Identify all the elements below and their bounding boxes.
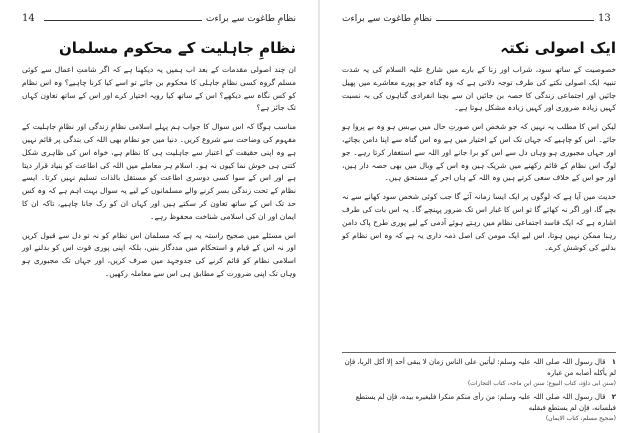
page-header xyxy=(342,10,616,24)
paragraph: لیکن اس کا مطلب یہ نہیں کہ جو شخص اس صورتِ حال میں بےبس ہو وہ بے پروا ہو جائے۔ اس کو چاہیے کہ جہاں تک اس کے اختیار میں ہے وہ اس گناہ سے اپنا دامن بچائے، اور جہاں مجبوری ہو وہاں دل سے اس کو برا جانے اور اللہ سے استغفار کرتا رہے۔ جو لوگ اس نظام کے قائم رکھنے میں شریک ہیں وہ اس کے وبال میں بھی حصہ دار ہیں، اور جو اس کے خلاف سعی کرتے ہیں وہ اللہ کے ہاں اجر کے مستحق ہیں۔ xyxy=(342,122,616,183)
page-14 xyxy=(0,0,318,433)
paragraph: اس مسئلے میں صحیح راستہ یہ ہے کہ مسلمان اس نظام کو نہ تو دل سے قبول کریں اور نہ اس کے قیام و استحکام میں مددگار بنیں، بلکہ اپنی پوری قوت اس کو بدلنے اور اسلامی نظام کو قائم کرنے کی جدوجہد میں صرف کریں، اور جہاں تک مجبوری ہو وہاں تک اپنی ضرورت کے مطابق ہی اس سے معاملہ رکھیں۔ xyxy=(22,230,296,278)
running-header: نظامِ طاغوت سے براءت xyxy=(342,14,433,24)
page-header xyxy=(22,10,296,24)
paragraph: ان چند اصولی مقدمات کے بعد اب ہمیں یہ دیکھنا ہے کہ اگر شامتِ اعمال سے کوئی مسلم گروہ کسی نظامِ جاہلی کا محکوم بن جائے تو اسے کیا کرنا چاہیے؟ وہ اس نظام کو کس نگاہ سے دیکھے؟ اس کے ساتھ کیا رویہ اختیار کرے اور اس کے ساتھ تعاون کہاں تک جائز ہے؟ xyxy=(22,65,296,113)
section-heading: نظامِ جاہلیت کے محکوم مسلمان xyxy=(58,39,296,57)
footnote xyxy=(342,392,616,414)
footnote-mark: ۲ xyxy=(611,393,616,401)
paragraph: مناسب ہوگا کہ اس سوال کا جواب ہم پہلے اسلامی نظامِ زندگی اور نظامِ جاہلیت کے مفہوم کی وضاحت سے شروع کریں۔ دنیا میں جو نظام بھی اللہ کی بندگی پر قائم نہیں ہے وہ اپنی حقیقت کے اعتبار سے جاہلیت ہی کا نظام ہے، خواہ اس کی ظاہری شکل کتنی ہی خوش نما کیوں نہ ہو۔ اسلام ہر معاملے میں اللہ کی اطاعت کو بنیاد قرار دیتا ہے اور اس کے سوا کسی دوسری اطاعت کو مستقل بالذات تسلیم نہیں کرتا۔ ایسے نظام کے تحت زندگی بسر کرنے والے مسلمانوں کے لیے یہ سوال بہت اہم ہے کہ وہ کس حد تک اس کے ساتھ تعاون کر سکتے ہیں اور کہاں ان کو رک جانا چاہیے، تاکہ ان کا ایمان اور ان کی اسلامی شناخت محفوظ رہے۔ xyxy=(22,122,296,221)
page-number: 13 xyxy=(598,13,611,24)
footnote-source: (صحیح مسلم، کتاب الایمان) xyxy=(545,415,616,422)
footnote-source: (سنن ابی داؤد، کتاب البیوع؛ سنن ابن ماجہ، کتاب التجارات) xyxy=(467,380,616,387)
header-rule xyxy=(436,20,594,21)
footnote-mark: ۱ xyxy=(611,358,616,366)
footnotes xyxy=(342,352,616,427)
header-rule xyxy=(44,20,202,21)
page-body xyxy=(22,38,296,287)
paragraph: حدیث میں آیا ہے کہ لوگوں پر ایک ایسا زمانہ آئے گا جب کوئی شخص سود کھانے سے نہ بچے گا، اور اگر نہ کھائے گا تو اس کا غبار اس تک ضرور پہنچے گا۔ یہ اس بات کی طرف اشارہ ہے کہ ایک فاسد اجتماعی نظام میں رہتے ہوئے آدمی کے لیے پوری طرح پاک دامن رہنا ممکن نہیں ہوتا، اس لیے ایک مومن کی اصل ذمہ داری یہ ہے کہ وہ اس نظام کو بدلنے کی کوشش کرے۔ xyxy=(342,192,616,253)
page-number: 14 xyxy=(22,13,35,24)
page-13 xyxy=(320,0,638,433)
section-heading: ایک اصولی نکتہ xyxy=(500,39,616,57)
paragraph: خصوصیت کے ساتھ سود، شراب اور زنا کے بارے میں شارع علیہ السلام کی یہ شدت تنبیہ ایک اصولی نکتے کی طرف توجہ دلاتی ہے کہ وہ گناہ جو پورے معاشرے میں پھیل جائیں اور اجتماعی زندگی کا حصہ بن جائیں ان سے بچنا انفرادی گناہوں کی بہ نسبت کہیں زیادہ ضروری اور کہیں زیادہ مشکل ہوتا ہے۔ xyxy=(342,65,616,113)
footnote-text: قال رسول اللہ صلی اللہ علیہ وسلم: ليأتين على الناس زمان لا يبقى أحد إلا أكل الربا، فإن لم يأكله أصابه من غباره xyxy=(344,358,616,377)
running-header: نظامِ طاغوت سے براءت xyxy=(205,14,296,24)
footnote xyxy=(342,357,616,379)
page-body xyxy=(342,38,616,261)
footnote-text: قال رسول اللہ صلی اللہ علیہ وسلم: من رأى منكم منكرا فليغيره بيده، فإن لم يستطع فبلسانه، فإن لم يستطع فبقلبه xyxy=(355,393,616,412)
